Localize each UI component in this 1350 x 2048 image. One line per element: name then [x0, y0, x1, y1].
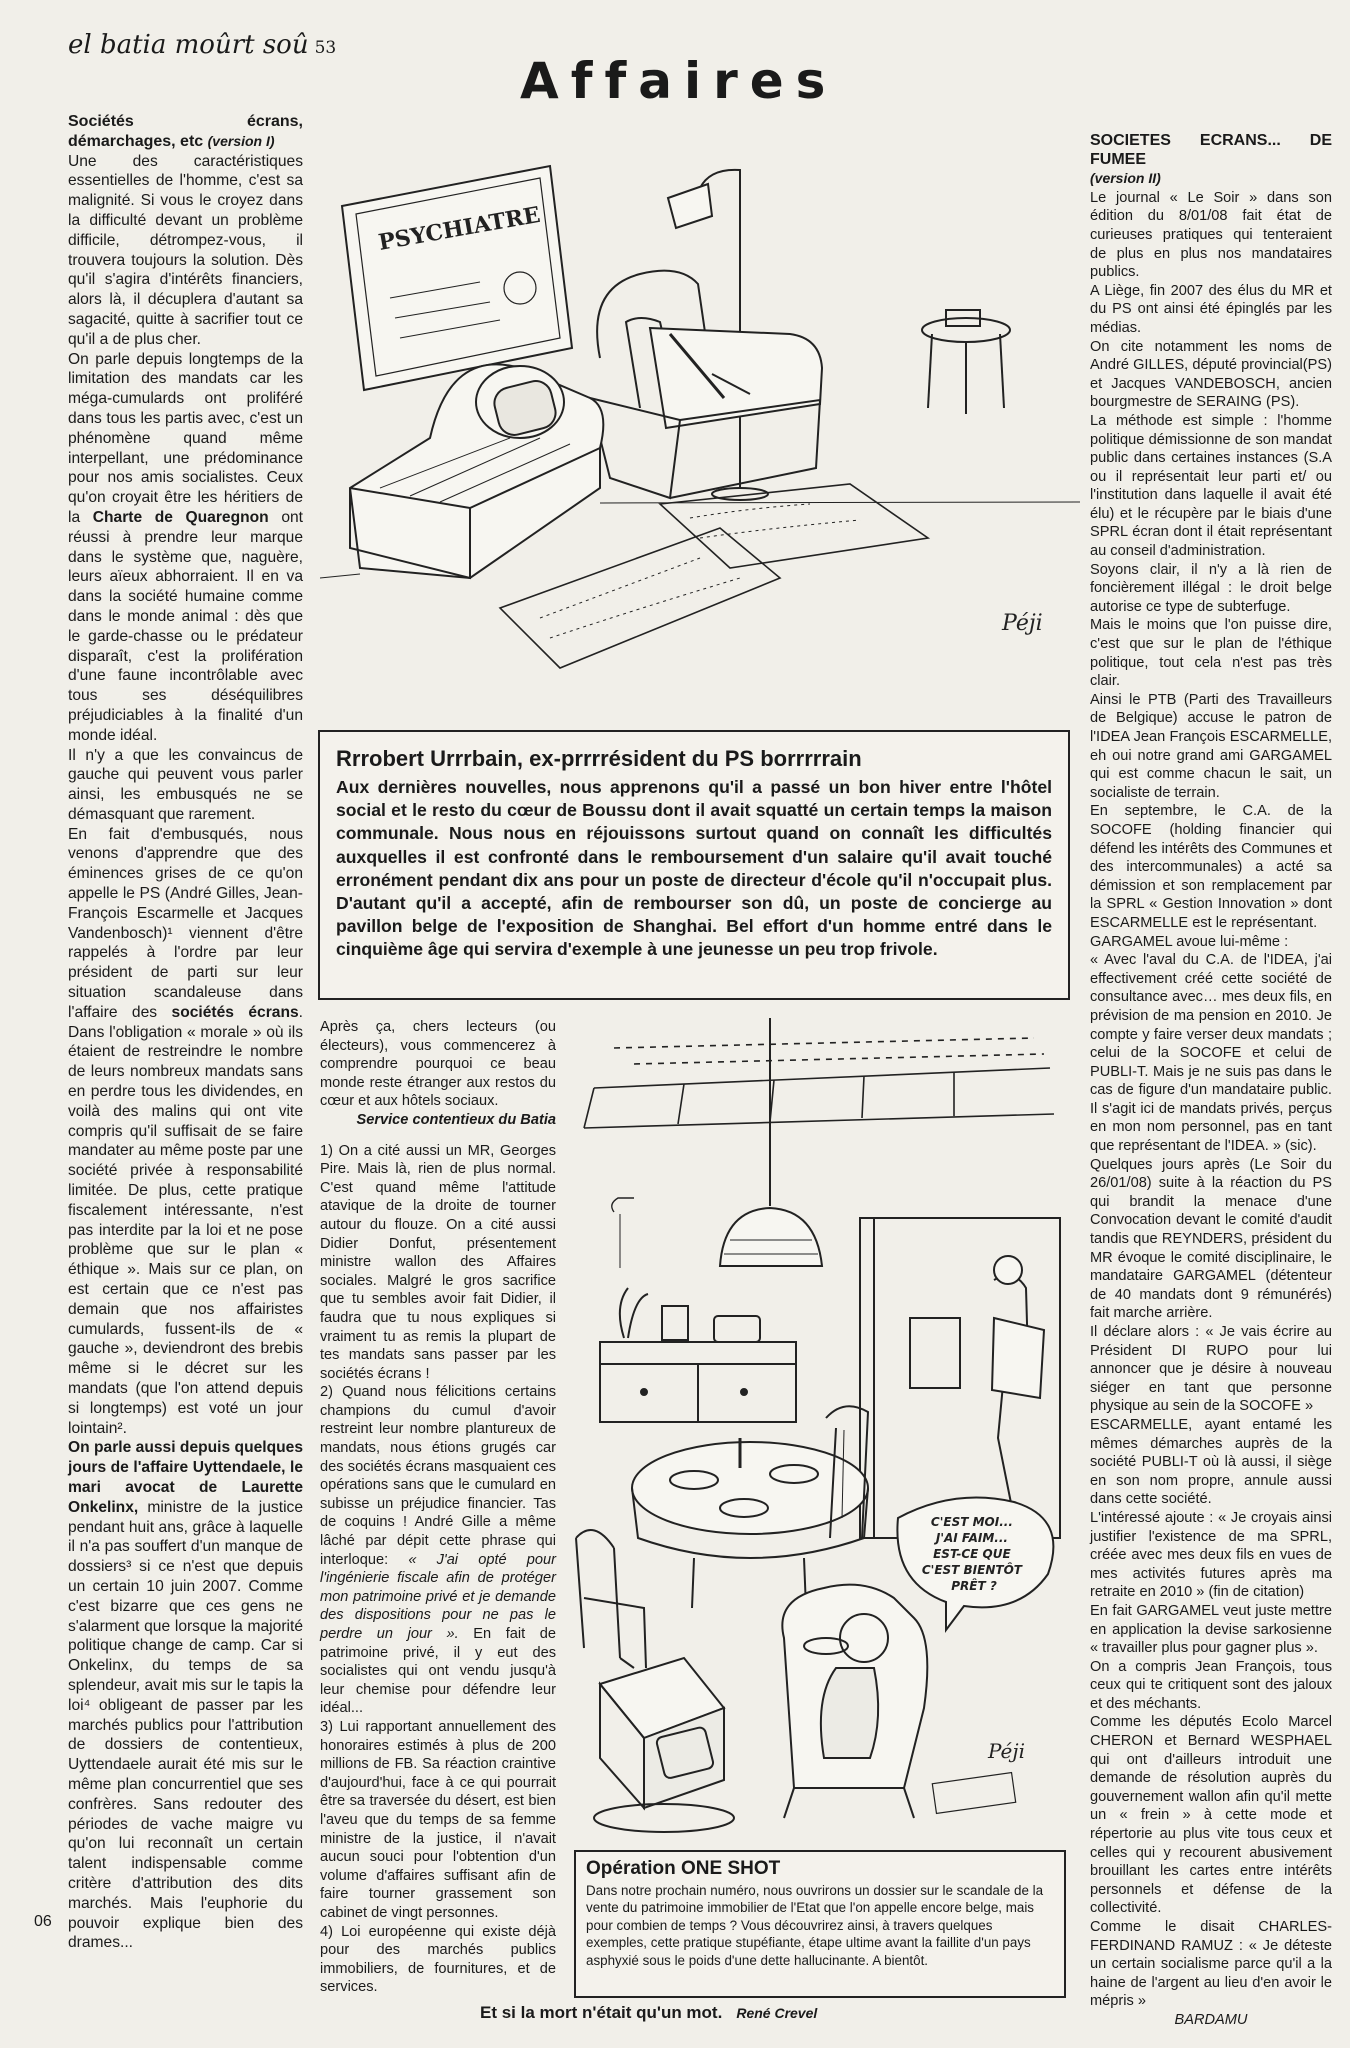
- right-paragraph-16: On a compris Jean François, tous ceux qui te critiquent sont des jaloux et des méchants.: [1090, 1658, 1332, 1712]
- speech-line-4: C'EST BIENTÔT: [921, 1563, 1022, 1577]
- page-folio: 06: [34, 1913, 52, 1930]
- one-shot-body: Dans notre prochain numéro, nous ouvrirons un dossier sur le scandale de la vente du patrimoine immobilier de l'Etat que l'on appelle encore belge, mais pour combien de temps ? Vous découvrirez ainsi, à travers quelques exemples, cette pratique stupéfiante, étape ultime avant la faillite d'un pays asphyxié sous le poids d'une dette hallucinante. A bientôt.: [586, 1883, 1044, 1968]
- footnote-3: 3) Lui rapportant annuellement des honoraires estimés à plus de 200 millions de FB. Sa réaction craintive d'aujourd'hui, face à ce qui pourrait être sa traversée du désert, est bien l'aveu que du temps de sa femme ministre de la justice, il n'avait aucun souci pour l'obtention d'un volume d'affaires suffisant afin de faire tourner grassement son cabinet de vingt personnes.: [320, 1718, 556, 1921]
- right-paragraph-9: GARGAMEL avoue lui-même :: [1090, 933, 1289, 950]
- diploma-text: PSYCHIATRE: [376, 201, 543, 256]
- right-paragraph-6: Mais le moins que l'on puisse dire, c'est que sur le plan de l'éthique politique, tout cela n'est pas très clair.: [1090, 617, 1332, 690]
- speech-line-3: EST-CE QUE: [933, 1547, 1011, 1561]
- footnote-2: 2) Quand nous félicitions certains champions du cumul d'avoir restreint leur nombre plantureux de mandats, nous étions grugés car des sociétés écrans masquaient ces opérations sans que le cumulard en subisse un préjudice financier. Tas de coquins ! André Gille a même lâché par dépit cette phrase qui interloque: « J'ai opté pour l'ingénierie fiscale afin de protéger mon patrimoine privé et je demande des dispositions pour ne pas le perdre un jour ». En fait de patrimoine privé, il y eut des socialistes qui ont vendu jusqu'à leur chemise pour défendre leur idéal...: [320, 1384, 556, 1717]
- right-column-article: [1090, 132, 1332, 2030]
- left-article-heading: Sociétés écrans, démarchages, etc (version I): [68, 113, 303, 150]
- ceiling-beams: [584, 1038, 1054, 1128]
- one-shot-box: [574, 1850, 1066, 1998]
- footnote-4: 4) Loi européenne qui existe déjà pour des marchés publics immobiliers, de fournitures, et de services.: [320, 1923, 556, 1996]
- masthead-title: el batia moûrt soû: [68, 30, 309, 60]
- left-paragraph-5: On parle aussi depuis quelques jours de l'affaire Uyttendaele, le mari avocat de Laurette Onkelinx, ministre de la justice pendant huit ans, grâce à laquelle il n'a pas souffert d'un manque de dossiers³ si ce n'est que depuis un certain 10 juin 2007. Comme c'est bizarre que ces gens ne s'alarment que lorsque la majorité politique change de camp. Car si Onkelinx, du temps de sa splendeur, avait mis sur le tapis la loi⁴ obligeant de passer par les marchés publics pour l'attribution de dossiers de contentieux, Uyttendaele aurait été mis sur le même plan concurrentiel que ses confrères. Sans redouter des périodes de vache maigre vu qu'on lui reconnaît un certain talent indispensable comme critère d'attribution des dits marchés. Mais l'euphorie du pouvoir explique bien des drames...: [68, 1439, 303, 1952]
- right-paragraph-11: Quelques jours après (Le Soir du 26/01/08) suite à la réaction du PS qui brandit la menace d'une Convocation devant le comité d'audit tandis que REYNDERS, président du MR évoque le comité disciplinaire, le mandataire GARGAMEL (détenteur de 40 mandats dont 9 rémunérés) fait marche arrière.: [1090, 1156, 1332, 1322]
- right-paragraph-14: L'intéressé ajoute : « Je croyais ainsi justifier l'existence de ma SPRL, créée avec mes deux fils en vues de mes activités futures après ma retraite en 2010 » (fin de citation): [1090, 1509, 1332, 1601]
- masthead: [68, 30, 336, 60]
- right-paragraph-13: ESCARMELLE, ayant entamé les mêmes démarches auprès de la société PUBLI-T où là aussi, il siège en son nom propre, annule aussi dans cette société.: [1090, 1416, 1332, 1508]
- right-paragraph-5: Soyons clair, il n'y a là rien de foncièrement illégal : le droit belge autorise ce type de subterfuge.: [1090, 561, 1332, 615]
- footer-quote: [480, 2003, 817, 2023]
- footer-quote-author: René Crevel: [736, 2005, 818, 2021]
- masthead-page-number: 53: [314, 38, 337, 58]
- side-table: [922, 310, 1010, 414]
- right-article-signature: BARDAMU: [1174, 2011, 1248, 2028]
- one-shot-title: Opération ONE SHOT: [586, 1858, 781, 1879]
- right-paragraph-3: On cite notamment les noms de André GILLES, député provincial(PS) et Jacques VANDEBOSCH, ancien bourgmestre de SERAING (PS).: [1090, 338, 1332, 411]
- speech-bubble: [897, 1498, 1053, 1630]
- hanging-lamp: [720, 1018, 822, 1266]
- right-paragraph-2: A Liège, fin 2007 des élus du MR et du PS ont ainsi été épinglés par les médias.: [1090, 282, 1332, 336]
- urbain-feature-title: Rrrobert Urrrbain, ex-prrrrésident du PS borrrrrain: [336, 746, 862, 771]
- right-paragraph-18: Comme le disait CHARLES-FERDINAND RAMUZ : « Je déteste un certain socialisme parce qu'il a la haine de l'argent au lieu d'en avoir le mépris »: [1090, 1919, 1332, 2010]
- psychiatrist-cartoon: [320, 108, 1082, 718]
- speech-line-2: J'AI FAIM...: [935, 1531, 1008, 1545]
- urbain-feature-box: [318, 730, 1070, 1000]
- right-paragraph-17: Comme les députés Ecolo Marcel CHERON et Bernard WESPHAEL qui ont d'ailleurs introduit une demande de résolution auprès du gouvernement wallon afin qu'il mette un « frein » à cette mode et répertorie au plus vite tous ceux et celles qui y recourent abusivement brouillant les cartes entre intérêts personnels et défense de la collectivité.: [1090, 1714, 1332, 1917]
- middle-signature: Service contentieux du Batia: [356, 1111, 556, 1128]
- urbain-feature-body: Aux dernières nouvelles, nous apprenons qu'il a passé un bon hiver entre l'hôtel social et le resto du cœur de Boussu dont il avait squatté un certain temps la maison communale. Nous nous en réjouissons surtout quand on connaît les difficultés auxquelles il est confronté dans le remboursement d'un salaire qu'il avait touché erronément pendant dix ans pour un poste de directeur d'école qu'il n'occupait plus. D'autant qu'il a accepté, afin de rembourser son dû, un poste de concierge au pavillon belge de l'exposition de Shanghai. Bel effort d'un homme entré dans le cinquième âge qui servira d'exemple à une jeunesse un peu trop frivole.: [336, 777, 1052, 960]
- television: [594, 1658, 734, 1832]
- footnote-1: 1) On a cité aussi un MR, Georges Pire. Mais là, rien de plus normal. C'est quand même l'attitude atavique de la droite de tourner autour du flouze. On a cité aussi Didier Donfut, présentement ministre wallon des Affaires sociales. Malgré le gros sacrifice que tu sembles avoir fait Didier, il faudra que tu nous expliques si vraiment tu as remis la plupart de tes mandats sans passer par les sociétés écrans !: [320, 1142, 556, 1382]
- right-article-heading: SOCIETES ECRANS... DE FUMEE (version II): [1090, 132, 1332, 187]
- kitchen-doorway: [860, 1218, 1060, 1538]
- left-paragraph-3: Il n'y a que les convaincus de gauche qui peuvent vous parler ainsi, les embusqués ne se démasquant que rarement.: [68, 746, 303, 823]
- section-title: Affaires: [520, 52, 838, 110]
- left-paragraph-2: On parle depuis longtemps de la limitation des mandats car les méga-cumulards ont proliféré dans tous les partis avec, c'est un phénomène quand même interpellant, une prédominance pour nos amis socialistes. Ceux qu'on croyait être les héritiers de la Charte de Quaregnon ont réussi à prendre leur marque dans le système que, naguère, leurs aïeux abhorraient. Il en va dans la société humaine comme dans le monde animal : dès que le garde-chasse ou le prédateur disparaît, c'est la prolifération d'une faune incontrôlable avec tous ses déséquilibres préjudiciables à la finalité d'un monde idéal.: [68, 350, 303, 744]
- right-paragraph-7: Ainsi le PTB (Parti des Travailleurs de Belgique) accuse le patron de l'IDEA Jean François ESCARMELLE, eh oui notre grand ami GARGAMEL qui est comme chacun le sait, un socialiste de terrain.: [1090, 691, 1332, 801]
- right-paragraph-8: En septembre, le C.A. de la SOCOFE (holding financier qui défend les intérêts des Communes et des intercommunales) a acté sa démission et son remplacement par la SPRL « Gestion Innovation » dont ESCARMELLE est le représentant.: [1090, 803, 1332, 931]
- right-paragraph-4: La méthode est simple : l'homme politique démissionne de son mandat public dans certaines instances (S.A ou il représentait leur parti et/ ou l'institution dans laquelle il avait été élu) et le récupère par le biais d'une SPRL écran dont il était représentant au conseil d'administration.: [1090, 412, 1332, 560]
- rug-right: [660, 484, 928, 568]
- dining-table: [632, 1438, 868, 1608]
- top-cartoon-artist-signature: Péji: [1002, 611, 1043, 636]
- chair-left: [576, 1530, 646, 1668]
- right-paragraph-15: En fait GARGAMEL veut juste mettre en application la devise sarkosienne « travailler plus pour gagner plus ».: [1090, 1602, 1332, 1657]
- middle-column-footnotes: [320, 1018, 556, 1997]
- footer-quote-text: Et si la mort n'était qu'un mot.: [480, 2003, 723, 2022]
- right-paragraph-10: « Avec l'aval du C.A. de l'IDEA, j'ai effectivement créé cette société de consultance avec… mes deux fils, en prévision de ma pension en 2010. Je compte y faire verser deux mandats ; celui de la SOCOFE et celui de PUBLI-T. Mais je ne suis pas dans le cas de figure d'un mandataire public. Il s'agit ici de mandats privés, perçus en mon nom personnel, pas en tant que représentant de l'IDEA. » (sic).: [1090, 952, 1332, 1155]
- hungry-man-cartoon: [574, 1018, 1070, 1838]
- left-paragraph-4: En fait d'embusqués, nous venons d'apprendre que des éminences grises de ce qu'on appelle le PS (André Gilles, Jean-François Escarmelle et Jacques Vandenbosch)¹ viennent d'être rappelés à l'ordre par leur président de parti sur leur situation scandaleuse dans l'affaire des sociétés écrans. Dans l'obligation « morale » où ils étaient de restreindre le nombre de leurs nombreux mandats sans en perdre tous les dividendes, en voilà des malins qui ont vite compris qu'il suffisait de se faire mandater au même poste par une société privée à responsabilité limitée. De plus, cette pratique fiscalement intéressante, n'est pas interdite par la loi et ne pose problème que sur le plan « éthique ». Mais sur ce plan, on est certain que ce n'est pas demain que nos affairistes cumulards, fussent-ils de « gauche », deviendront des brebis même si le décret sur les mandats (que l'on attend depuis si longtemps) est voté un jour lointain².: [68, 825, 303, 1437]
- speech-line-1: C'EST MOI...: [930, 1515, 1013, 1529]
- speech-line-5: PRÊT ?: [951, 1579, 997, 1593]
- diploma-frame: [342, 166, 572, 390]
- psychiatrist-couch: [350, 364, 603, 578]
- left-paragraph-1: Une des caractéristiques essentielles de l'homme, c'est sa malignité. Si vous le croyez dans la difficulté devant un problème difficile, détrompez-vous, il trouvera toujours la solution. Dès qu'il s'agira d'intérêts financiers, alors là, il décuplera d'autant sa sagacité, quitte à sacrifier tout ce qu'il a de plus cher.: [68, 152, 303, 348]
- armchair: [590, 271, 822, 498]
- bottom-cartoon-artist-signature: Péji: [988, 1739, 1025, 1763]
- left-column-article: [68, 112, 303, 1953]
- middle-intro: Après ça, chers lecteurs (ou électeurs), vous commencerez à comprendre pourquoi ce beau monde reste étranger aux restos du cœur et aux hôtels sociaux.: [320, 1019, 556, 1110]
- right-paragraph-1: Le journal « Le Soir » dans son édition du 8/01/08 fait état de curieuses pratiques qui tenteraient de plus en plus nos mandataires publics.: [1090, 189, 1332, 281]
- armchair-man: [782, 1585, 1015, 1818]
- rug-left: [500, 528, 780, 668]
- right-paragraph-12: Il déclare alors : « Je vais écrire au Président DI RUPO pour lui annoncer que je désire à nouveau siéger en tant que personne physique au sein de la SOCOFE »: [1090, 1324, 1332, 1415]
